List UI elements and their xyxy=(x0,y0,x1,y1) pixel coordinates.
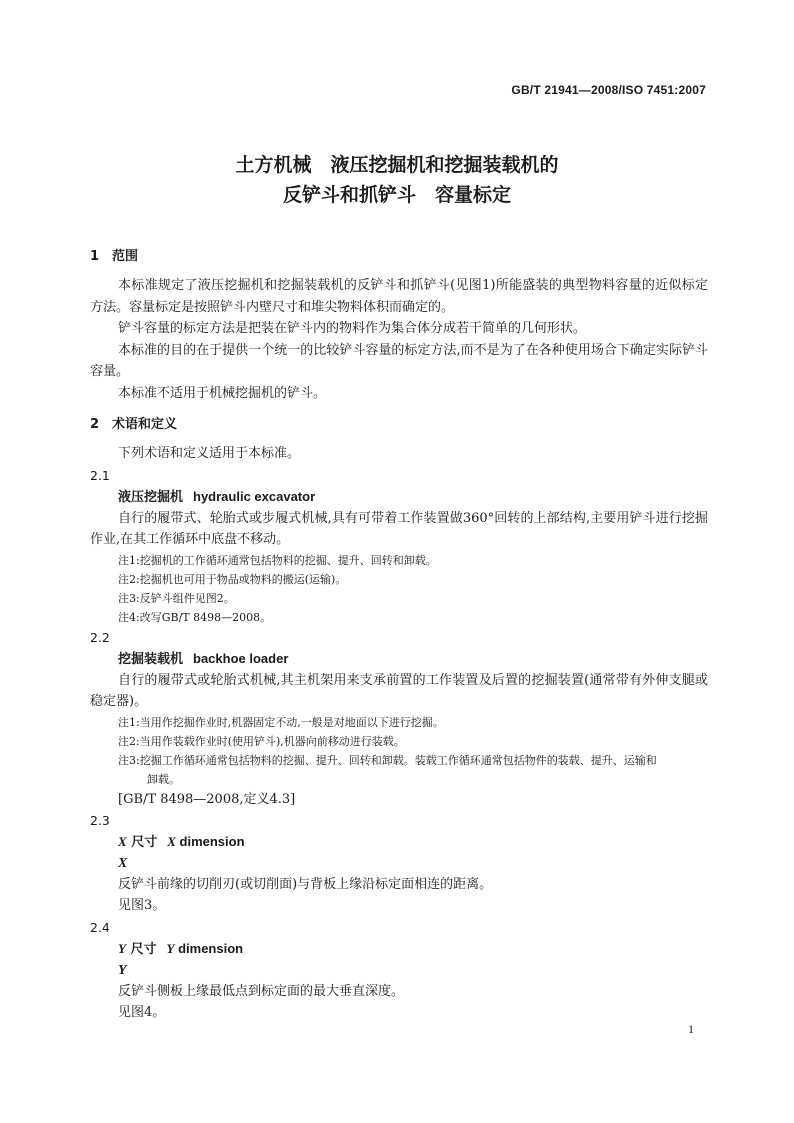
section-number: 1 xyxy=(90,249,100,264)
page-number: 1 xyxy=(688,1022,694,1036)
note-continuation: 卸载。 xyxy=(147,772,180,786)
clause-2-3-term xyxy=(90,831,708,853)
note: 注2:挖掘机也可用于物品或物料的搬运(运输)。 xyxy=(118,572,347,586)
clause-2-4-term xyxy=(90,938,708,960)
term-en-word: dimension xyxy=(179,833,245,849)
note: 注1:当用作挖掘作业时,机器固定不动,一般是对地面以下进行挖掘。 xyxy=(118,715,444,729)
clause-2-4-definition: 反铲斗侧板上缘最低点到标定面的最大垂直深度。 xyxy=(118,983,405,999)
scope-paragraph-1: 本标准规定了液压挖掘机和挖掘装载机的反铲斗和抓铲斗(见图1)所能盛装的典型物料容量的近似标定方法。容量标定是按照铲斗内壁尺寸和堆尖物料体积而确定的。 xyxy=(90,278,708,315)
note: 注4:改写GB/T 8498—2008。 xyxy=(118,610,272,624)
term-symbol: Y xyxy=(118,940,126,956)
clause-2-4-symbol: Y xyxy=(118,962,127,978)
clause-2-3-symbol: X xyxy=(118,855,128,871)
term-en: hydraulic excavator xyxy=(193,488,316,504)
term-en xyxy=(167,834,244,849)
term-en-symbol: Y xyxy=(166,940,175,956)
terms-intro: 下列术语和定义适用于本标准。 xyxy=(118,446,301,461)
clause-2-4-see-figure: 见图4。 xyxy=(118,1005,166,1020)
term-en-word: dimension xyxy=(178,940,244,956)
section-title: 术语和定义 xyxy=(112,417,178,432)
note: 注1:挖掘机的工作循环通常包括物料的挖掘、提升、回转和卸载。 xyxy=(118,553,437,567)
clause-2-2-definition: 自行的履带式或轮胎式机械,其主机架用来支承前置的工作装置及后置的挖掘装置(通常带有外伸支腿或稳定器)。 xyxy=(90,672,708,709)
standard-code: GB/T 21941—2008/ISO 7451:2007 xyxy=(511,83,706,97)
term-zh: 挖掘装载机 xyxy=(118,651,184,667)
clause-2-3-number: 2.3 xyxy=(90,812,110,828)
term-zh: 尺寸 xyxy=(130,941,157,957)
term-symbol: X xyxy=(118,833,127,849)
clause-2-2-reference: [GB/T 8498—2008,定义4.3] xyxy=(118,791,296,807)
section-title: 范围 xyxy=(112,249,139,264)
clause-2-2-number: 2.2 xyxy=(90,629,110,645)
clause-2-1-definition: 自行的履带式、轮胎式或步履式机械,具有可带着工作装置做360°回转的上部结构,主要用铲斗进行挖掘作业,在其工作循环中底盘不移动。 xyxy=(90,510,708,547)
note: 注2:当用作装载作业时(使用铲斗),机器向前移动进行装载。 xyxy=(118,734,405,748)
note: 注3:挖掘工作循环通常包括物料的挖掘、提升、回转和卸载。装载工作循环通常包括物件的装载、提升、运输和 xyxy=(118,753,657,767)
document-title xyxy=(0,150,794,210)
term-en: backhoe loader xyxy=(193,650,289,666)
term-en xyxy=(167,941,244,956)
title-line-1: 土方机械 液压挖掘机和挖掘装载机的 xyxy=(235,154,559,176)
scope-paragraph-3: 本标准的目的在于提供一个统一的比较铲斗容量的标定方法,而不是为了在各种使用场合下确定实际铲斗容量。 xyxy=(90,342,708,379)
term-zh: 尺寸 xyxy=(131,834,158,850)
clause-2-2-term xyxy=(90,648,708,670)
clause-2-3-see-figure: 见图3。 xyxy=(118,898,166,913)
term-zh: 液压挖掘机 xyxy=(118,489,184,505)
clause-2-3-definition: 反铲斗前缘的切削刃(或切削面)与背板上缘沿标定面相连的距离。 xyxy=(118,876,493,892)
document-body xyxy=(90,246,708,1024)
title-line-2: 反铲斗和抓铲斗 容量标定 xyxy=(282,184,511,206)
clause-2-1-number: 2.1 xyxy=(90,467,110,483)
note: 注3:反铲斗组件见图2。 xyxy=(118,591,235,605)
section-2-heading xyxy=(90,414,708,435)
scope-paragraph-2: 铲斗容量的标定方法是把装在铲斗内的物料作为集合体分成若干简单的几何形状。 xyxy=(118,321,587,336)
clause-2-1-term xyxy=(90,486,708,508)
section-1-heading xyxy=(90,246,708,267)
scope-paragraph-4: 本标准不适用于机械挖掘机的铲斗。 xyxy=(118,385,327,401)
section-number: 2 xyxy=(90,417,100,432)
clause-2-4-number: 2.4 xyxy=(90,919,110,935)
term-en-symbol: X xyxy=(167,833,176,849)
